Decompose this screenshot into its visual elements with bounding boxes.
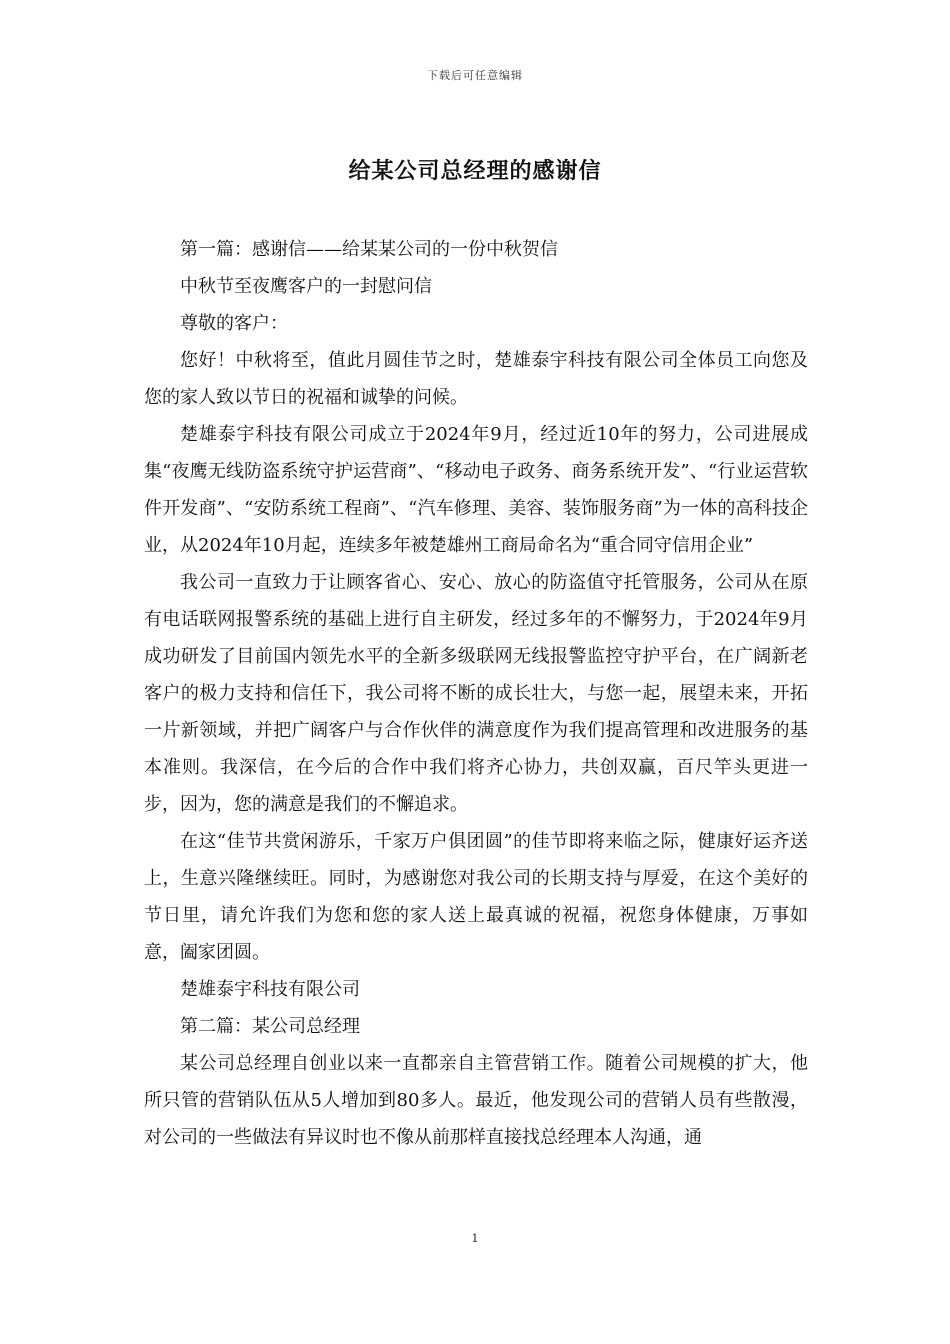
paragraph-company-intro: 楚雄泰宇科技有限公司成立于2024年9月，经过近10年的努力，公司进展成集“夜鹰无线防盗系统守护运营商”、“移动电子政务、商务系统开发”、“行业运营软件开发商”、“安防系统工程商”、“汽车修理、美容、装饰服务商”为一体的高科技企业，从2024年10月起，连续多年被楚雄州工商局命名为“重合同守信用企业” bbox=[144, 424, 808, 556]
paragraph-greeting: 您好！中秋将至，值此月圆佳节之时，楚雄泰宇科技有限公司全体员工向您及您的家人致以节日的祝福和诚挚的问候。 bbox=[144, 350, 808, 408]
paragraph-service-commitment: 我公司一直致力于让顾客省心、安心、放心的防盗值守托管服务，公司从在原有电话联网报警系统的基础上进行自主研发，经过多年的不懈努力，于2024年9月成功研发了目前国内领先水平的全新多级联网无线报警监控守护平台，在广阔新老客户的极力支持和信任下，我公司将不断的成长壮大，与您一起，展望未来，开拓一片新领域，并把广阔客户与合作伙伴的满意度作为我们提高管理和改进服务的基本准则。我深信，在今后的合作中我们将齐心协力，共创双赢，百尺竿头更进一步，因为，您的满意是我们的不懈追求。 bbox=[144, 572, 808, 815]
page-number: 1 bbox=[471, 1232, 479, 1245]
document-body bbox=[144, 231, 808, 1156]
paragraph-part2-heading: 第二篇：某公司总经理 bbox=[180, 1016, 360, 1037]
document-title: 给某公司总经理的感谢信 bbox=[348, 158, 602, 184]
paragraph-signature: 楚雄泰宇科技有限公司 bbox=[180, 979, 360, 1000]
paragraph-subtitle: 中秋节至夜鹰客户的一封慰问信 bbox=[180, 276, 432, 297]
paragraph-festival-wishes: 在这“佳节共赏闲游乐，千家万户俱团圆”的佳节即将来临之际，健康好运齐送上，生意兴隆继续旺。同时，为感谢您对我公司的长期支持与厚爱，在这个美好的节日里，请允许我们为您和您的家人送上最真诚的祝福，祝您身体健康，万事如意，阖家团圆。 bbox=[144, 831, 808, 963]
paragraph-part2-body: 某公司总经理自创业以来一直都亲自主管营销工作。随着公司规模的扩大，他所只管的营销队伍从5人增加到80多人。最近，他发现公司的营销人员有些散漫，对公司的一些做法有异议时也不像从前那样直接找总经理本人沟通，通 bbox=[144, 1053, 808, 1148]
paragraph-salutation: 尊敬的客户： bbox=[180, 313, 288, 334]
paragraph-part1-heading: 第一篇：感谢信——给某某公司的一份中秋贺信 bbox=[180, 239, 558, 260]
header-note: 下载后可任意编辑 bbox=[427, 69, 523, 82]
